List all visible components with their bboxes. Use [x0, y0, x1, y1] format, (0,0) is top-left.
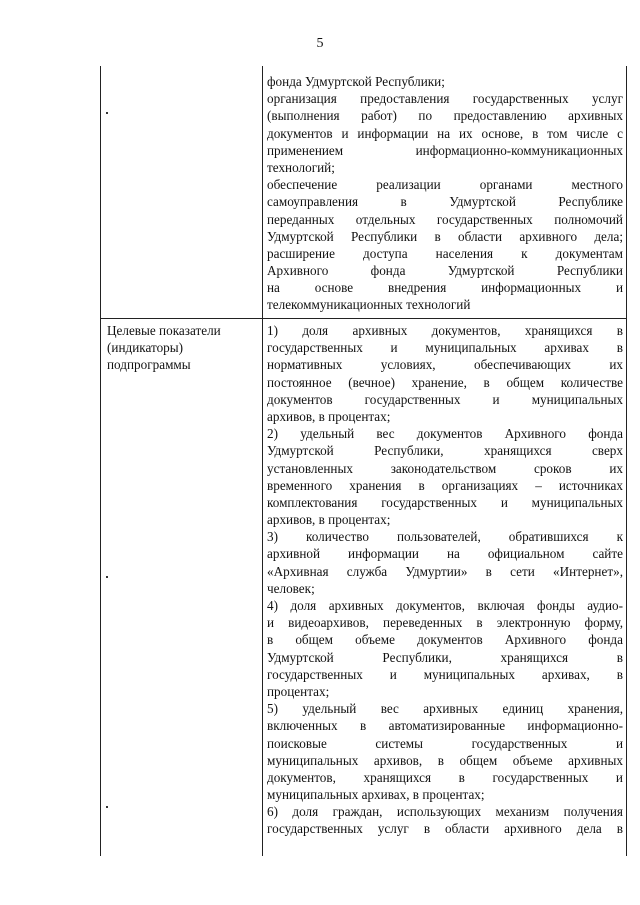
row-divider [100, 318, 626, 319]
text-line: 4) доля архивных документов, включая фонды аудио- [267, 598, 623, 613]
text-line: комплектования государственных и муниципальных [267, 494, 623, 510]
text-line: телекоммуникационных технологий [267, 297, 471, 313]
scan-speck [106, 576, 108, 578]
column-divider [262, 66, 263, 856]
text-line: документов и информации на их основе, в том числе с [267, 125, 623, 141]
text-line: Удмуртской Республики, хранящихся сверх [267, 443, 623, 459]
text-line: нормативных условиях, обеспечивающих их [267, 357, 623, 373]
text-line: самоуправления в Удмуртской Республике [267, 194, 623, 210]
text-line: 2) удельный вес документов Архивного фонда [267, 426, 623, 442]
text-line: Удмуртской Республики в области архивного дела; [267, 228, 623, 244]
text-line: Удмуртской Республики, хранящихся в [267, 649, 623, 665]
text-line: архивов, в процентах; [267, 408, 391, 424]
text-line: государственных и муниципальных архивах в [267, 340, 623, 356]
row-label-line: Целевые показатели [107, 323, 221, 338]
text-line: государственных услуг в области архивного дела в [267, 821, 623, 837]
text-line: постоянное (вечное) хранение, в общем количестве [267, 374, 623, 390]
text-line: расширение доступа населения к документам [267, 245, 623, 261]
scan-speck [106, 806, 108, 808]
text-line: и видеоархивов, переведенных в электронную форму, [267, 615, 623, 631]
text-line: переданных отдельных государственных полномочий [267, 211, 623, 227]
text-line: человек; [267, 580, 315, 596]
text-line: технологий; [267, 159, 335, 175]
text-line: Архивного фонда Удмуртской Республики [267, 263, 623, 279]
page-number: 5 [316, 36, 324, 51]
text-line: (выполнения работ) по предоставлению архивных [267, 108, 623, 124]
text-line: в общем объеме документов Архивного фонда [267, 632, 623, 648]
text-line: 5) удельный вес архивных единиц хранения, [267, 701, 623, 717]
text-line: установленных законодательством сроков их [267, 460, 623, 476]
text-line: муниципальных архивов, в общем объеме архивных [267, 752, 623, 768]
text-line: включенных в автоматизированные информационно- [267, 718, 623, 734]
row-label-line: (индикаторы) [107, 340, 184, 355]
text-line: документов, хранящихся в государственных и [267, 769, 623, 785]
upper-right-cell [267, 73, 623, 314]
scan-speck [106, 112, 108, 114]
text-line: поисковые системы государственных и [267, 735, 623, 751]
text-line: организация предоставления государственных услуг [267, 91, 623, 107]
text-line: 6) доля граждан, использующих механизм получения [267, 804, 623, 820]
text-line: временного хранения в организациях – источниках [267, 477, 623, 493]
text-line: муниципальных архивах, в процентах; [267, 787, 485, 803]
text-line: государственных и муниципальных архивах, в [267, 666, 623, 682]
text-line: архивов, в процентах; [267, 512, 391, 528]
text-line: фонда Удмуртской Республики; [267, 74, 445, 89]
text-line: применением информационно-коммуникационных [267, 142, 623, 158]
text-line: на основе внедрения информационных и [267, 280, 623, 296]
text-line: архивной информации на официальном сайте [267, 546, 623, 562]
text-line: процентах; [267, 683, 330, 699]
row-label-line: подпрограммы [107, 357, 191, 372]
text-line: 3) количество пользователей, обратившихся к [267, 529, 623, 545]
row-label-target-indicators [107, 322, 257, 373]
text-line: 1) доля архивных документов, хранящихся в [267, 323, 623, 338]
text-line: обеспечение реализации органами местного [267, 177, 623, 193]
text-line: документов государственных и муниципальных [267, 391, 623, 407]
indicators-list-cell [267, 322, 623, 838]
text-line: «Архивная служба Удмуртии» в сети «Интернет», [267, 563, 623, 579]
